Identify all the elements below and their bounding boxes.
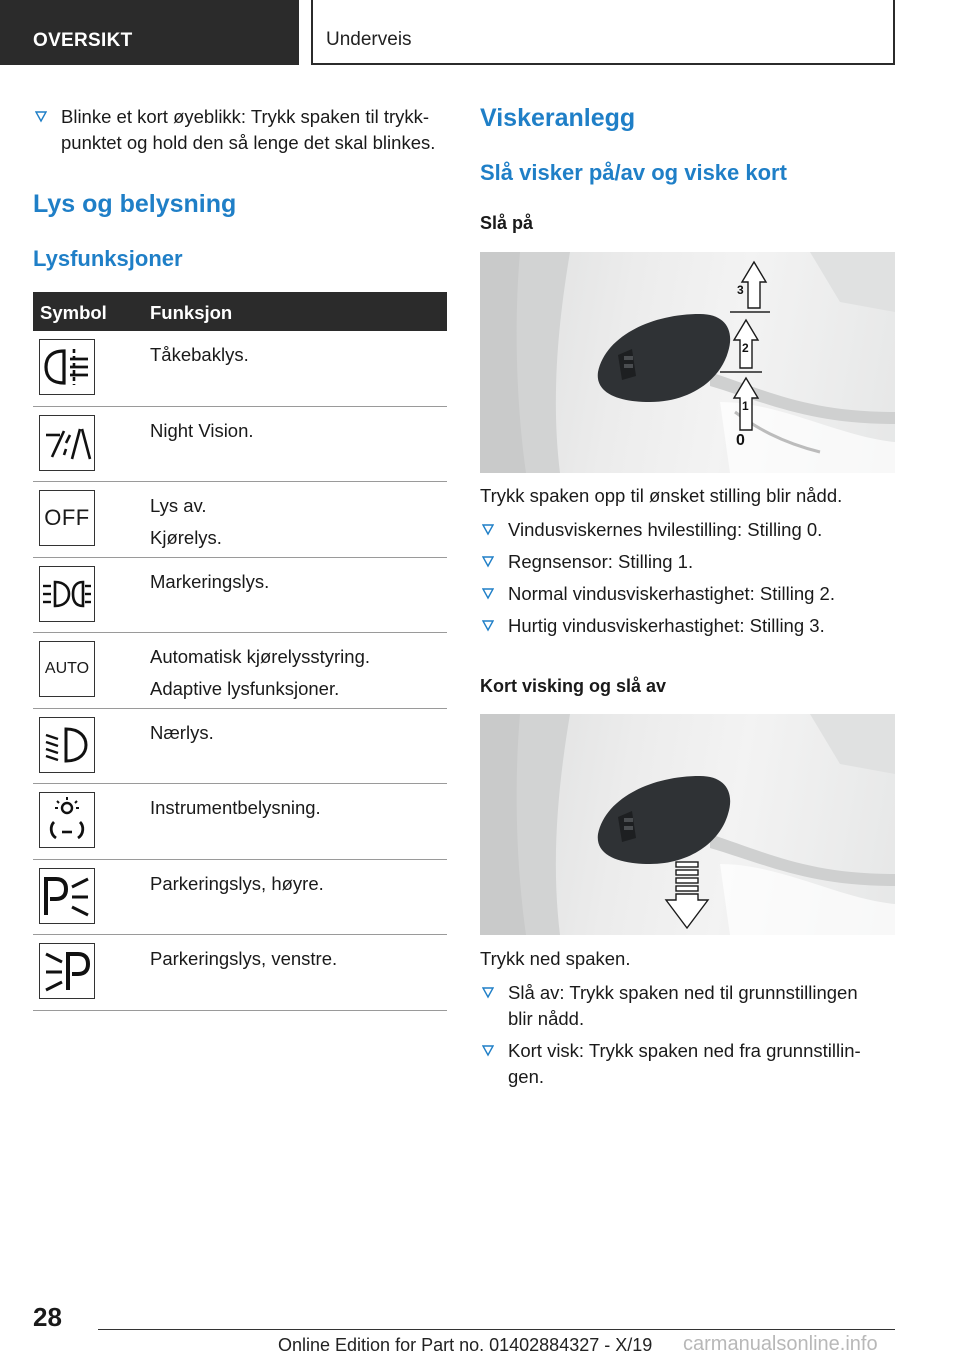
off-icon [39,490,95,546]
function-text: Instrumentbelysning. [150,797,321,818]
function-text: Markeringslys. [150,570,270,592]
list-item: Kort visk: Trykk spaken ned fra grunnstillin‐ gen. [480,1038,895,1090]
bullet-list [480,517,895,639]
subheading-brief-wipe: Kort visking og slå av [480,676,667,696]
header-section-tab [0,0,299,65]
table-header-function: Funksjon [150,302,233,323]
left-column [33,100,447,271]
list-item: Normal vindusviskerhastighet: Stilling 2. [480,581,895,607]
function-text: Nærlys. [150,721,214,743]
night-vision-icon [39,415,95,471]
function-text: Kjørelys. [150,527,222,548]
fog-light-icon [39,339,95,395]
table-row [33,331,447,407]
section-heading-lights: Lys og belysning [33,190,237,218]
header-section-label: OVERSIKT [33,30,133,51]
function-text: Tåkebaklys. [150,344,249,365]
list-item: Vindusviskernes hvilestilling: Stilling 0. [480,517,895,543]
instrument-lighting-icon [39,792,95,848]
bullet-triangle-icon [482,981,494,999]
bullet-list [480,980,895,1090]
auto-icon [39,641,95,697]
parking-light-right-icon [39,868,95,924]
footer-edition: Online Edition for Part no. 01402884327 - X/19 [278,1335,653,1355]
off-icon-text: OFF [44,505,90,530]
paragraph: Trykk spaken opp til ønsket stilling blir nådd. [480,485,843,506]
list-item: Slå av: Trykk spaken ned til grunnstillingen blir nådd. [480,980,895,1032]
subsection-heading-light-functions: Lysfunksjoner [33,246,183,271]
table-row [33,784,447,860]
intro-line-2: punktet og hold den så lenge det skal blinkes. [61,132,436,153]
table-row [33,935,447,1011]
table-header [33,292,447,331]
footer-watermark: carmanualsonline.info [683,1333,878,1355]
function-text: Parkeringslys, venstre. [150,948,338,969]
wiper-lever-down-image [480,714,895,935]
intro-bullet [33,104,447,156]
side-marker-icon [39,566,95,622]
section-heading-wipers: Viskeranlegg [480,104,636,132]
header-chapter-label: Underveis [326,29,412,50]
table-row [33,558,447,634]
wiper-lever-up-image [480,252,895,473]
function-text: Lys av. [150,495,207,516]
subsection-heading-wiper-control: Slå visker på/av og viske kort [480,160,787,185]
table-row [33,709,447,785]
list-item: Regnsensor: Stilling 1. [480,549,895,575]
bullet-triangle-icon [482,1039,494,1057]
parking-light-left-icon [39,943,95,999]
arrow-down-graphic [666,862,708,928]
function-text: Adaptive lysfunksjoner. [150,678,340,699]
function-text: Parkeringslys, høyre. [150,872,324,894]
position-label: 1 [742,399,749,413]
function-text: Automatisk kjørelysstyring. [150,646,370,667]
low-beam-icon [39,717,95,773]
subheading-switch-on: Slå på [480,213,534,233]
intro-line-1: Blinke et kort øyeblikk: Trykk spaken til trykk‐ [61,106,430,127]
bullet-triangle-icon [482,518,494,536]
page-number: 28 [33,1302,62,1332]
bullet-triangle-icon [35,105,47,123]
position-label: 3 [737,283,744,297]
list-item: Hurtig vindusviskerhastighet: Stilling 3. [480,613,895,639]
bullet-triangle-icon [482,550,494,568]
position-label: 2 [742,341,749,355]
paragraph: Trykk ned spaken. [480,948,631,969]
bullet-triangle-icon [482,582,494,600]
table-row [33,633,447,709]
light-functions-table [33,292,447,1011]
table-row [33,407,447,483]
footer-rule [98,1329,895,1330]
header-chapter-tab [311,0,895,65]
position-label: 0 [736,432,745,449]
function-text: Night Vision. [150,419,254,441]
table-row [33,482,447,558]
table-row [33,860,447,936]
bullet-triangle-icon [482,614,494,632]
auto-icon-text: AUTO [44,660,90,677]
table-header-symbol: Symbol [40,302,107,323]
